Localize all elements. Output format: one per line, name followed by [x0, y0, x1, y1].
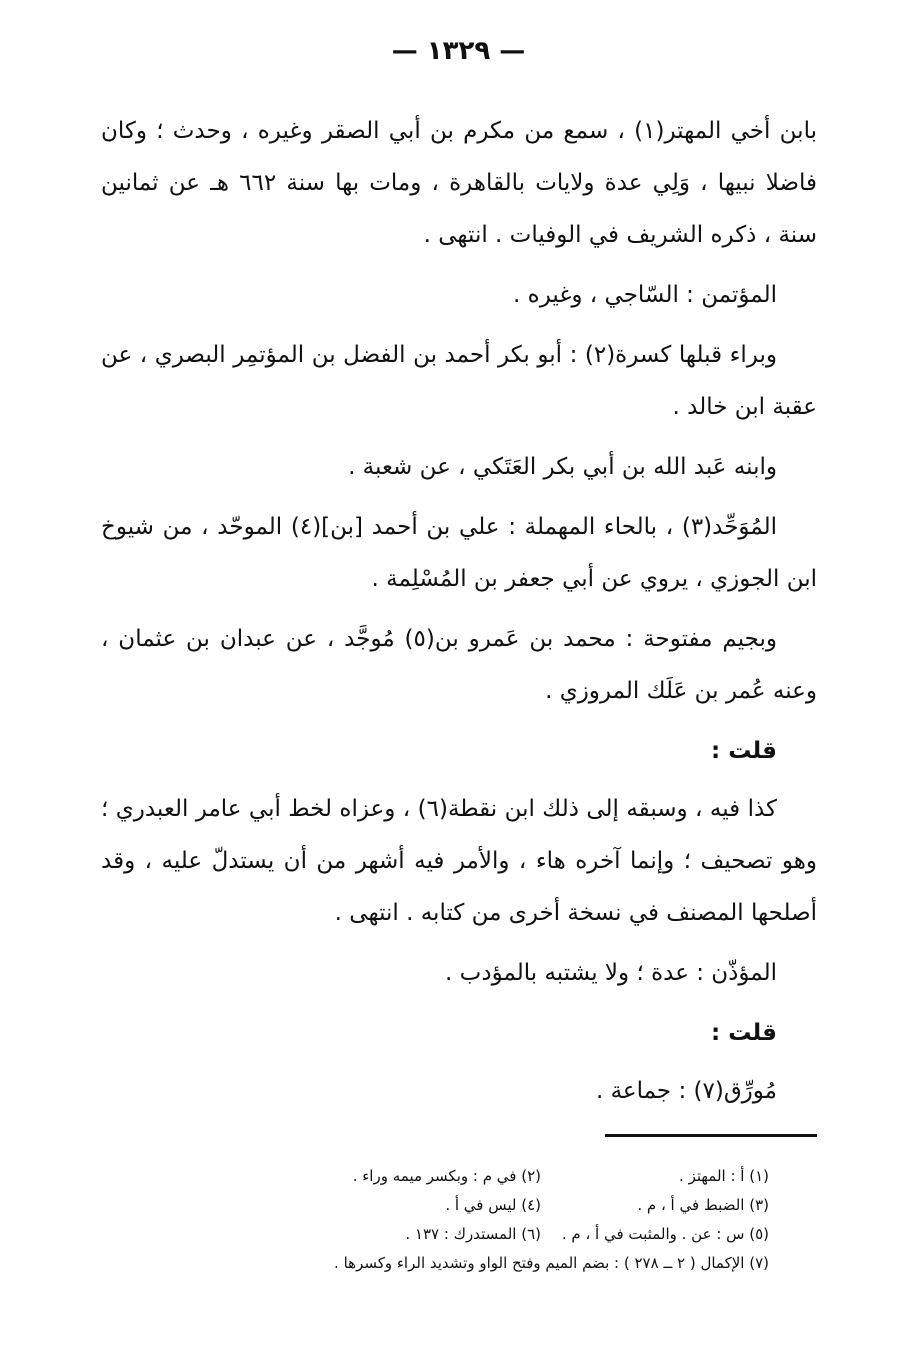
footnote-divider: [605, 1134, 817, 1137]
paragraph-8: المؤذّن : عدة ؛ ولا يشتبه بالمؤدب .: [445, 960, 777, 986]
footnote-row: [129, 1162, 769, 1191]
footnote-row: [129, 1249, 769, 1278]
main-text: [101, 105, 817, 1125]
footnote-row: [129, 1220, 769, 1249]
footnote-1: (١) أ : المهتز .: [679, 1167, 769, 1185]
footnotes: [129, 1162, 769, 1278]
paragraph-9: مُورِّق(٧) : جماعة .: [595, 1078, 777, 1104]
page-number: — ١٣٢٩ —: [391, 36, 526, 66]
footnote-6: (٦) المستدرك : ١٣٧ .: [405, 1225, 541, 1243]
footnote-7: (٧) الإكمال ( ٢ ــ ٢٧٨ ) : بضم الميم وفتح الواو وتشديد الراء وكسرها .: [334, 1254, 769, 1272]
paragraph-6: وبجيم مفتوحة : محمد بن عَمرو بن(٥) مُوجَّد ، عن عبدان بن عثمان ، وعنه عُمر بن عَلَك المروزي .: [101, 626, 817, 704]
paragraph-5: المُوَحِّد(٣) ، بالحاء المهملة : علي بن أحمد [بن](٤) الموحّد ، من شيوخ ابن الجوزي ، يروي عن أبي جعفر بن المُسْلِمة .: [101, 514, 817, 592]
footnote-3: (٣) الضبط في أ ، م .: [637, 1196, 769, 1214]
note-heading-1: قلت :: [710, 738, 777, 764]
paragraph-3: وبراء قبلها كسرة(٢) : أبو بكر أحمد بن الفضل بن المؤتمِر البصري ، عن عقبة ابن خالد .: [101, 342, 817, 420]
note-heading-2: قلت :: [710, 1020, 777, 1046]
footnote-row: [129, 1191, 769, 1220]
paragraph-2: المؤتمن : السّاجي ، وغيره .: [513, 282, 777, 308]
paragraph-7: كذا فيه ، وسبقه إلى ذلك ابن نقطة(٦) ، وعزاه لخط أبي عامر العبدري ؛ وهو تصحيف ؛ وإنما آخره هاء ، والأمر فيه أشهر من أن يستدلّ عليه ، وقد أصلحها المصنف في نسخة أخرى من كتابه . انتهى .: [101, 796, 817, 926]
paragraph-1: بابن أخي المهتر(١) ، سمع من مكرم بن أبي الصقر وغيره ، وحدث ؛ وكان فاضلا نبيها ، وَلِي عدة ولايات بالقاهرة ، ومات بها سنة ٦٦٢ هـ عن ثمانين سنة ، ذكره الشريف في الوفيات . انتهى .: [101, 118, 818, 248]
footnote-4: (٤) ليس في أ .: [445, 1196, 541, 1214]
footnote-2: (٢) في م : وبكسر ميمه وراء .: [352, 1167, 541, 1185]
paragraph-4: وابنه عَبد الله بن أبي بكر العَتَكي ، عن شعبة .: [348, 454, 777, 480]
footnote-5: (٥) س : عن . والمثبت في أ ، م .: [561, 1225, 769, 1243]
